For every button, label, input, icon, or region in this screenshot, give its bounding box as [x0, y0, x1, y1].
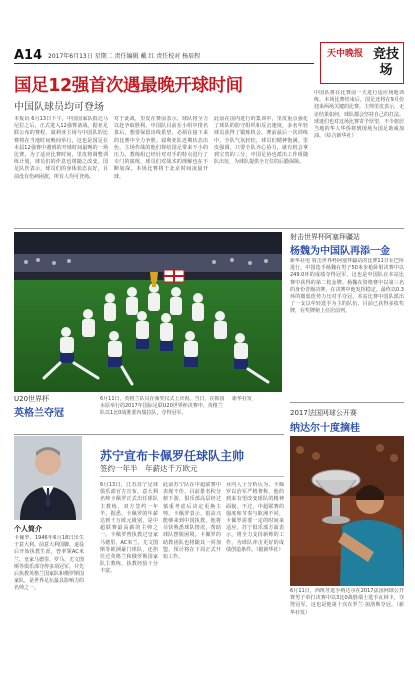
page-header-bar	[14, 48, 314, 64]
profile-title: 个人简介	[14, 525, 42, 533]
section-logo: 天中晚报	[326, 49, 363, 59]
photo-title: 英格兰夺冠	[14, 408, 64, 419]
photo-credit: 新华社发	[232, 396, 253, 402]
issue-line: 2017年6月13日 星期二 责任编辑 戴 红 责任校对 杨辰程	[48, 53, 201, 60]
shooting-label: 射击世界杯阿塞拜疆站	[290, 233, 360, 241]
tennis-headline: 纳达尔十度摘桂	[290, 423, 360, 434]
team-celebration-photo	[14, 232, 282, 392]
lower-divider	[14, 434, 284, 435]
page-number: A14	[14, 48, 43, 63]
shooting-body: 新华社电 射击世界杯阿塞拜疆站的比赛11日在巴库进行，中国选手杨魏在男子50米步枪卧射决赛中以249.0环的成绩夺得冠军，这也是中国队在本站比赛中获得的第二枚金牌。杨魏在资格赛中以第三名的身份晋级决赛，在决赛中他发挥稳定，最终以0.3环的微弱优势力压对手夺冠。本站比赛中国队派出了一支以年轻选手为主的队伍，目前已获得多枚奖牌，在奖牌榜上位居前列。	[290, 258, 404, 315]
profile-body: 卡佩罗，1946年6月18日出生于意大利，前意大利国脚。退役后开始执教生涯，曾率领AC米兰、皇家马德里、罗马、尤文图斯等俱乐部夺得多项冠军，并先后执教英格兰国家队和俄罗斯国家队，是世界足坛最具影响力的名帅之一。	[14, 535, 84, 592]
story-headline: 苏宁宣布卡佩罗任球队主帅	[100, 449, 245, 463]
lead-column-1: 本报讯 6月13日下午，中国国家队抵达马尼拉之后，正式进入12强赛备战。据亚足联公布的赛程，叙利亚主场与中国队的比赛将在当地时间晚间举行，这也是国足在本届12强赛中遇到的开球时间最晚的一场比赛。为了适应比赛时间，里皮将调整训练计划，球员们的作息也将随之改变。国足队医表示，球员们的身体状态良好，目前没有伤病困扰，所有人均可登场。	[14, 116, 108, 180]
story-column-2: 此前苏宁队在中超联赛中表现不佳，目前排名积分榜下游，俱乐部高层经过慎重考虑后决定更换主帅。卡佩罗表示，很高兴能够来到中国执教，他将尽快熟悉球队情况，帮助球队摆脱困境。卡佩罗的助教团队也将随其一同加盟，预计将在下周正式开始工作。	[163, 482, 221, 561]
section-divider	[14, 228, 404, 229]
tennis-trophy-photo	[290, 436, 404, 586]
lead-column-2: 对于此战，里皮在赛前表示，球队将全力以赴争取胜利。中国队目前在小组中排名靠后，想要保留出线希望，必须在接下来的比赛中全力争胜。叙利亚队近期状态出色，主场作战的他们将给国足带来不小的压力。教练组已经针对对手的特点进行了专门的演练，球员们对战术的理解也在不断加深。本场比赛将于北京时间凌晨开球。	[114, 116, 208, 180]
shooting-headline: 杨魏为中国队再添一金	[290, 246, 390, 257]
capello-portrait	[14, 436, 82, 520]
tennis-label: 2017法国网球公开赛	[290, 409, 357, 417]
story-column-3: 业内人士分析认为，卡佩罗以治军严格著称，他的到来有望改变球队的精神面貌。不过，中超联赛的强度和节奏与欧洲不同，卡佩罗需要一定的时间来适应。苏宁俱乐部方面表示，将全力支持新帅的工作，为球队冲击更好的成绩创造条件。（据新华社）	[226, 482, 284, 553]
sidebar-divider	[290, 402, 404, 403]
tennis-caption: 6月11日，西班牙选手纳达尔在2017法国网球公开赛男子单打决赛中以3比0战胜瑞士选手瓦林卡，夺得冠军，这也是他第十次在罗兰·加洛斯夺冠。（新华社发）	[290, 588, 404, 616]
section-name: 竞技场	[372, 47, 399, 78]
story-divider	[100, 476, 284, 477]
photo-label: U20世界杯	[14, 395, 50, 403]
lead-column-3: 此前在国内进行的集训中，里皮重点强化了球队的防守组织和反击速度，多名年轻球员获得了锻炼机会。赛前最后一次训练中，全队气氛轻松，球员们精神饱满。里皮强调，只要全队齐心协力，就有机会拿到宝贵的三分。中国足协也派出工作组随队出征，为球队提供全方位的后勤保障。	[214, 116, 308, 166]
lead-subhead: 中国队球员均可登场	[14, 102, 104, 113]
photo-caption: 6月11日，英格兰队员在颁奖仪式上庆祝。当日，在韩国水原举行的2017年国际足联U20世界杯决赛中，英格兰队以1比0战胜委内瑞拉队，夺得冠军。	[100, 396, 225, 416]
story-column-1: 6月13日，江苏苏宁足球俱乐部官方宣布，意大利名帅卡佩罗正式出任球队主教练，双方签约一年半。据悉，卡佩罗的年薪达到千万欧元级别，是中超联赛最高薪的主帅之一。卡佩罗曾执教过皇家马德里、AC米兰、尤文图斯等欧洲豪门球队，还担任过英格兰和俄罗斯国家队主教练，执教经验十分丰富。	[100, 482, 158, 575]
lead-column-4: 中国队将在比赛前一天进行适应场地训练。本场比赛结束后，国足还将在9月份迎来两场关键的比赛。主帅里皮表示，无论结果如何，球队都会坚持自己的打法。球迷们也对这场比赛寄予厚望，不少旅居当地的华人华侨将到现场为国足助威加油。（综合新华社）	[314, 90, 404, 140]
lead-headline: 国足12强首次遇最晚开球时间	[14, 76, 243, 96]
story-subhead: 签约一年半 年薪达千万欧元	[100, 464, 198, 473]
